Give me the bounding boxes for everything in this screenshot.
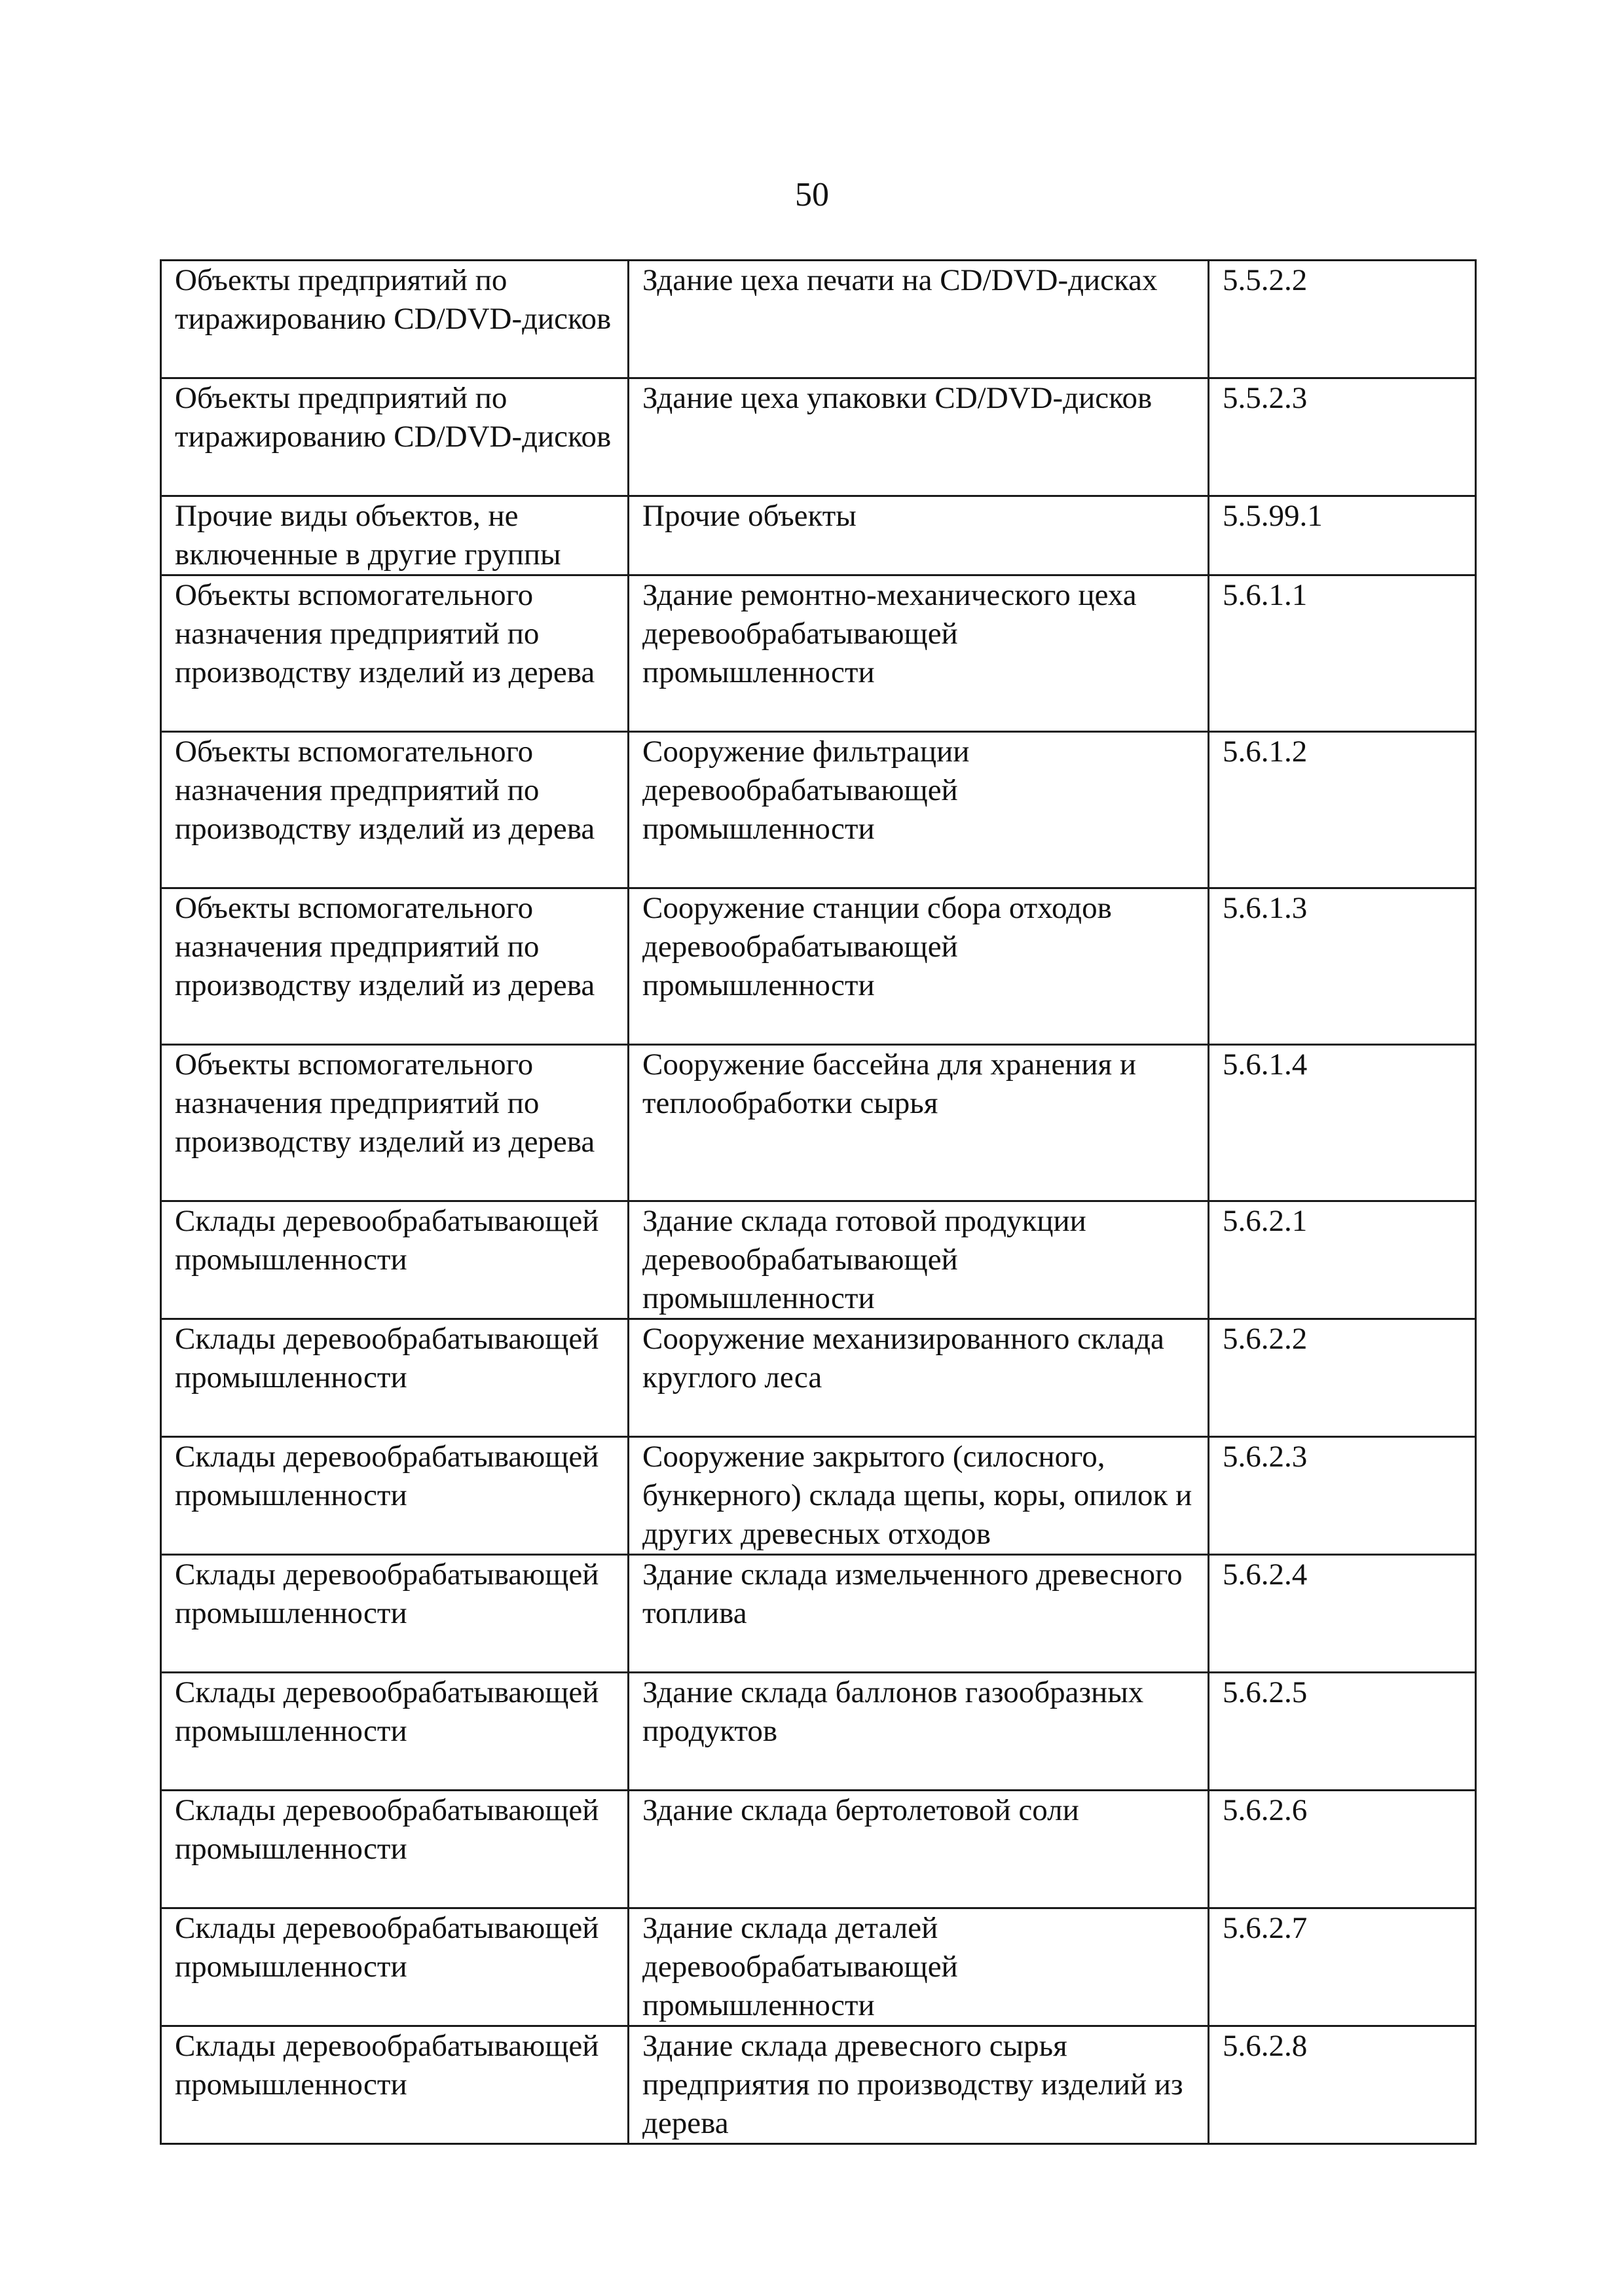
object-cell: Здание склада бертолетовой соли: [629, 1791, 1209, 1908]
object-cell: Сооружение механизированного склада круглого леса: [629, 1319, 1209, 1437]
group-cell: Склады деревообрабатывающей промышленности: [161, 1201, 629, 1319]
code-cell: 5.6.1.1: [1209, 575, 1476, 732]
table-row: [161, 1791, 1476, 1908]
code-cell: 5.5.99.1: [1209, 496, 1476, 575]
table-row: [161, 1045, 1476, 1201]
object-cell: Здание склада деталей деревообрабатывающей промышленности: [629, 1908, 1209, 2026]
classification-table: [160, 259, 1477, 2145]
object-cell: Здание склада древесного сырья предприятия по производству изделий из дерева: [629, 2026, 1209, 2144]
code-cell: 5.6.2.8: [1209, 2026, 1476, 2144]
table-row: [161, 496, 1476, 575]
code-cell: 5.6.1.2: [1209, 732, 1476, 888]
code-cell: 5.6.2.4: [1209, 1555, 1476, 1673]
table-row: [161, 261, 1476, 378]
group-cell: Объекты вспомогательного назначения предприятий по производству изделий из дерева: [161, 732, 629, 888]
table-row: [161, 1201, 1476, 1319]
group-cell: Склады деревообрабатывающей промышленности: [161, 1908, 629, 2026]
table-row: [161, 378, 1476, 496]
code-cell: 5.6.2.6: [1209, 1791, 1476, 1908]
code-cell: 5.6.1.3: [1209, 888, 1476, 1045]
group-cell: Склады деревообрабатывающей промышленности: [161, 2026, 629, 2144]
object-cell: Сооружение бассейна для хранения и теплообработки сырья: [629, 1045, 1209, 1201]
group-cell: Объекты предприятий по тиражированию CD/DVD-дисков: [161, 378, 629, 496]
table-row: [161, 1319, 1476, 1437]
object-cell: Здание цеха упаковки CD/DVD-дисков: [629, 378, 1209, 496]
table-row: [161, 1555, 1476, 1673]
object-cell: Здание склада готовой продукции деревообрабатывающей промышленности: [629, 1201, 1209, 1319]
object-cell: Здание цеха печати на CD/DVD-дисках: [629, 261, 1209, 378]
page-number: 50: [795, 176, 829, 213]
object-cell: Сооружение фильтрации деревообрабатывающей промышленности: [629, 732, 1209, 888]
table-row: [161, 888, 1476, 1045]
code-cell: 5.6.2.1: [1209, 1201, 1476, 1319]
object-cell: Здание склада измельченного древесного топлива: [629, 1555, 1209, 1673]
code-cell: 5.6.2.2: [1209, 1319, 1476, 1437]
object-cell: Прочие объекты: [629, 496, 1209, 575]
object-cell: Здание склада баллонов газообразных продуктов: [629, 1673, 1209, 1791]
group-cell: Объекты вспомогательного назначения предприятий по производству изделий из дерева: [161, 1045, 629, 1201]
group-cell: Объекты вспомогательного назначения предприятий по производству изделий из дерева: [161, 575, 629, 732]
group-cell: Склады деревообрабатывающей промышленности: [161, 1319, 629, 1437]
group-cell: Склады деревообрабатывающей промышленности: [161, 1673, 629, 1791]
code-cell: 5.6.2.7: [1209, 1908, 1476, 2026]
group-cell: Прочие виды объектов, не включенные в другие группы: [161, 496, 629, 575]
group-cell: Склады деревообрабатывающей промышленности: [161, 1791, 629, 1908]
code-cell: 5.5.2.2: [1209, 261, 1476, 378]
table-row: [161, 1673, 1476, 1791]
object-cell: Здание ремонтно-механического цеха деревообрабатывающей промышленности: [629, 575, 1209, 732]
table-row: [161, 1908, 1476, 2026]
group-cell: Склады деревообрабатывающей промышленности: [161, 1555, 629, 1673]
code-cell: 5.6.2.5: [1209, 1673, 1476, 1791]
group-cell: Склады деревообрабатывающей промышленности: [161, 1437, 629, 1555]
table-row: [161, 1437, 1476, 1555]
code-cell: 5.6.2.3: [1209, 1437, 1476, 1555]
object-cell: Сооружение закрытого (силосного, бункерного) склада щепы, коры, опилок и других древесных отходов: [629, 1437, 1209, 1555]
group-cell: Объекты предприятий по тиражированию CD/DVD-дисков: [161, 261, 629, 378]
code-cell: 5.6.1.4: [1209, 1045, 1476, 1201]
code-cell: 5.5.2.3: [1209, 378, 1476, 496]
object-cell: Сооружение станции сбора отходов деревообрабатывающей промышленности: [629, 888, 1209, 1045]
table-row: [161, 575, 1476, 732]
group-cell: Объекты вспомогательного назначения предприятий по производству изделий из дерева: [161, 888, 629, 1045]
table-row: [161, 732, 1476, 888]
table-row: [161, 2026, 1476, 2144]
